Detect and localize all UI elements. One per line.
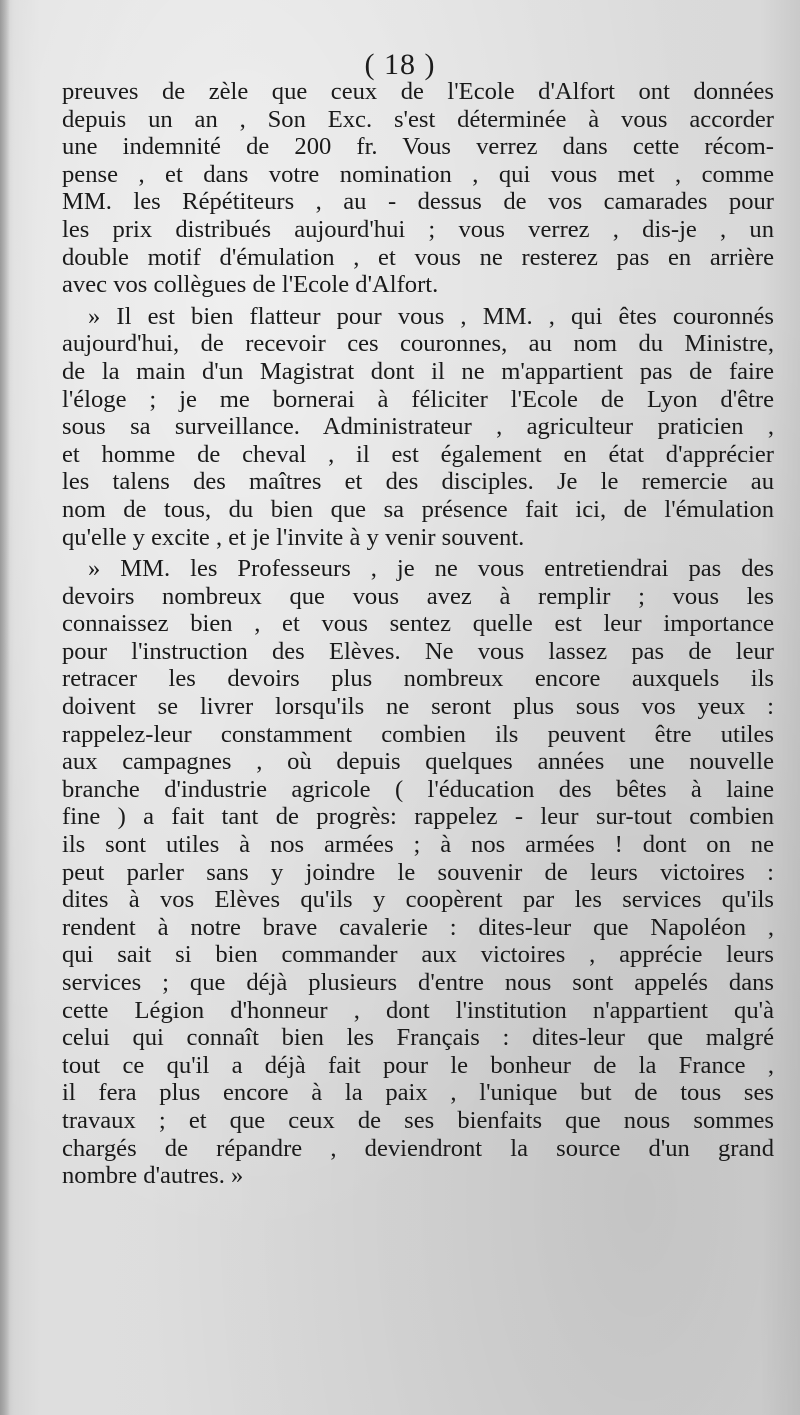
text-line: pour l'instruction des Elèves. Ne vous lassez pas de leur — [62, 637, 774, 665]
text-line: nombre d'autres. » — [62, 1162, 244, 1190]
text-line: services ; que déjà plusieurs d'entre nous sont appelés dans — [62, 969, 774, 996]
paragraph-2 — [62, 303, 774, 551]
text-line: de la main d'un Magistrat dont il ne m'appartient pas de faire — [62, 357, 774, 385]
text-line: tout ce qu'il a déjà fait pour le bonheur de la France , — [62, 1051, 774, 1079]
text-line: qui sait si bien commander aux victoires , apprécie leurs — [62, 941, 774, 969]
text-line: ils sont utiles à nos armées ; à nos armées ! dont on ne — [62, 831, 774, 859]
text-line: devoirs nombreux que vous avez à remplir ; vous les — [62, 582, 774, 610]
text-line: dites à vos Elèves qu'ils y coopèrent par les services qu'ils — [62, 886, 774, 914]
text-line: travaux ; et que ceux de ses bienfaits que nous sommes — [62, 1106, 774, 1134]
body-text — [62, 78, 774, 1190]
text-line: fine ) a fait tant de progrès: rappelez - leur sur-tout combien — [62, 803, 774, 831]
page-binding-shadow — [0, 0, 10, 1415]
text-line: celui qui connaît bien les Français : dites-leur que malgré — [62, 1024, 774, 1052]
text-line: retracer les devoirs plus nombreux encore auxquels ils — [62, 665, 774, 693]
text-line: branche d'industrie agricole ( l'éducation des bêtes à laine — [62, 775, 774, 803]
text-line: preuves de zèle que ceux de l'Ecole d'Alfort ont données — [62, 78, 774, 105]
text-line: aux campagnes , où depuis quelques années une nouvelle — [62, 748, 774, 776]
text-line: qu'elle y excite , et je l'invite à y venir souvent. — [62, 523, 525, 551]
text-line: » Il est bien flatteur pour vous , MM. , qui êtes couronnés — [88, 302, 774, 330]
text-line: MM. les Répétiteurs , au - dessus de vos camarades pour — [62, 188, 774, 216]
text-line: il fera plus encore à la paix , l'unique but de tous ses — [62, 1079, 774, 1107]
text-line: une indemnité de 200 fr. Vous verrez dans cette récom- — [62, 133, 774, 161]
text-line: avec vos collègues de l'Ecole d'Alfort. — [62, 271, 439, 299]
text-line: double motif d'émulation , et vous ne resterez pas en arrière — [62, 243, 774, 271]
text-line: connaissez bien , et vous sentez quelle est leur importance — [62, 610, 774, 638]
text-line: chargés de répandre , deviendront la source d'un grand — [62, 1134, 774, 1162]
text-line: l'éloge ; je me bornerai à féliciter l'Ecole de Lyon d'être — [62, 385, 774, 413]
text-line: les talens des maîtres et des disciples. Je le remercie au — [62, 468, 774, 496]
text-line: rendent à notre brave cavalerie : dites-leur que Napoléon , — [62, 913, 774, 941]
text-line: cette Légion d'honneur , dont l'institution n'appartient qu'à — [62, 996, 774, 1024]
paragraph-3 — [62, 555, 774, 1190]
text-line: rappelez-leur constamment combien ils peuvent être utiles — [62, 720, 774, 748]
text-line: aujourd'hui, de recevoir ces couronnes, au nom du Ministre, — [62, 330, 774, 358]
text-line: doivent se livrer lorsqu'ils ne seront plus sous vos yeux : — [62, 693, 774, 721]
text-line: depuis un an , Son Exc. s'est déterminée à vous accorder — [62, 105, 774, 133]
text-line: » MM. les Professeurs , je ne vous entretiendrai pas des — [88, 555, 774, 583]
text-line: pense , et dans votre nomination , qui vous met , comme — [62, 160, 774, 188]
paragraph-1 — [62, 78, 774, 299]
text-line: peut parler sans y joindre le souvenir de leurs victoires : — [62, 858, 774, 886]
text-line: les prix distribués aujourd'hui ; vous verrez , dis-je , un — [62, 215, 774, 243]
text-line: sous sa surveillance. Administrateur , agriculteur praticien , — [62, 413, 774, 441]
text-line: et homme de cheval , il est également en état d'apprécier — [62, 440, 774, 468]
text-line: nom de tous, du bien que sa présence fait ici, de l'émulation — [62, 495, 774, 523]
page-number: ( 18 ) — [364, 48, 436, 81]
